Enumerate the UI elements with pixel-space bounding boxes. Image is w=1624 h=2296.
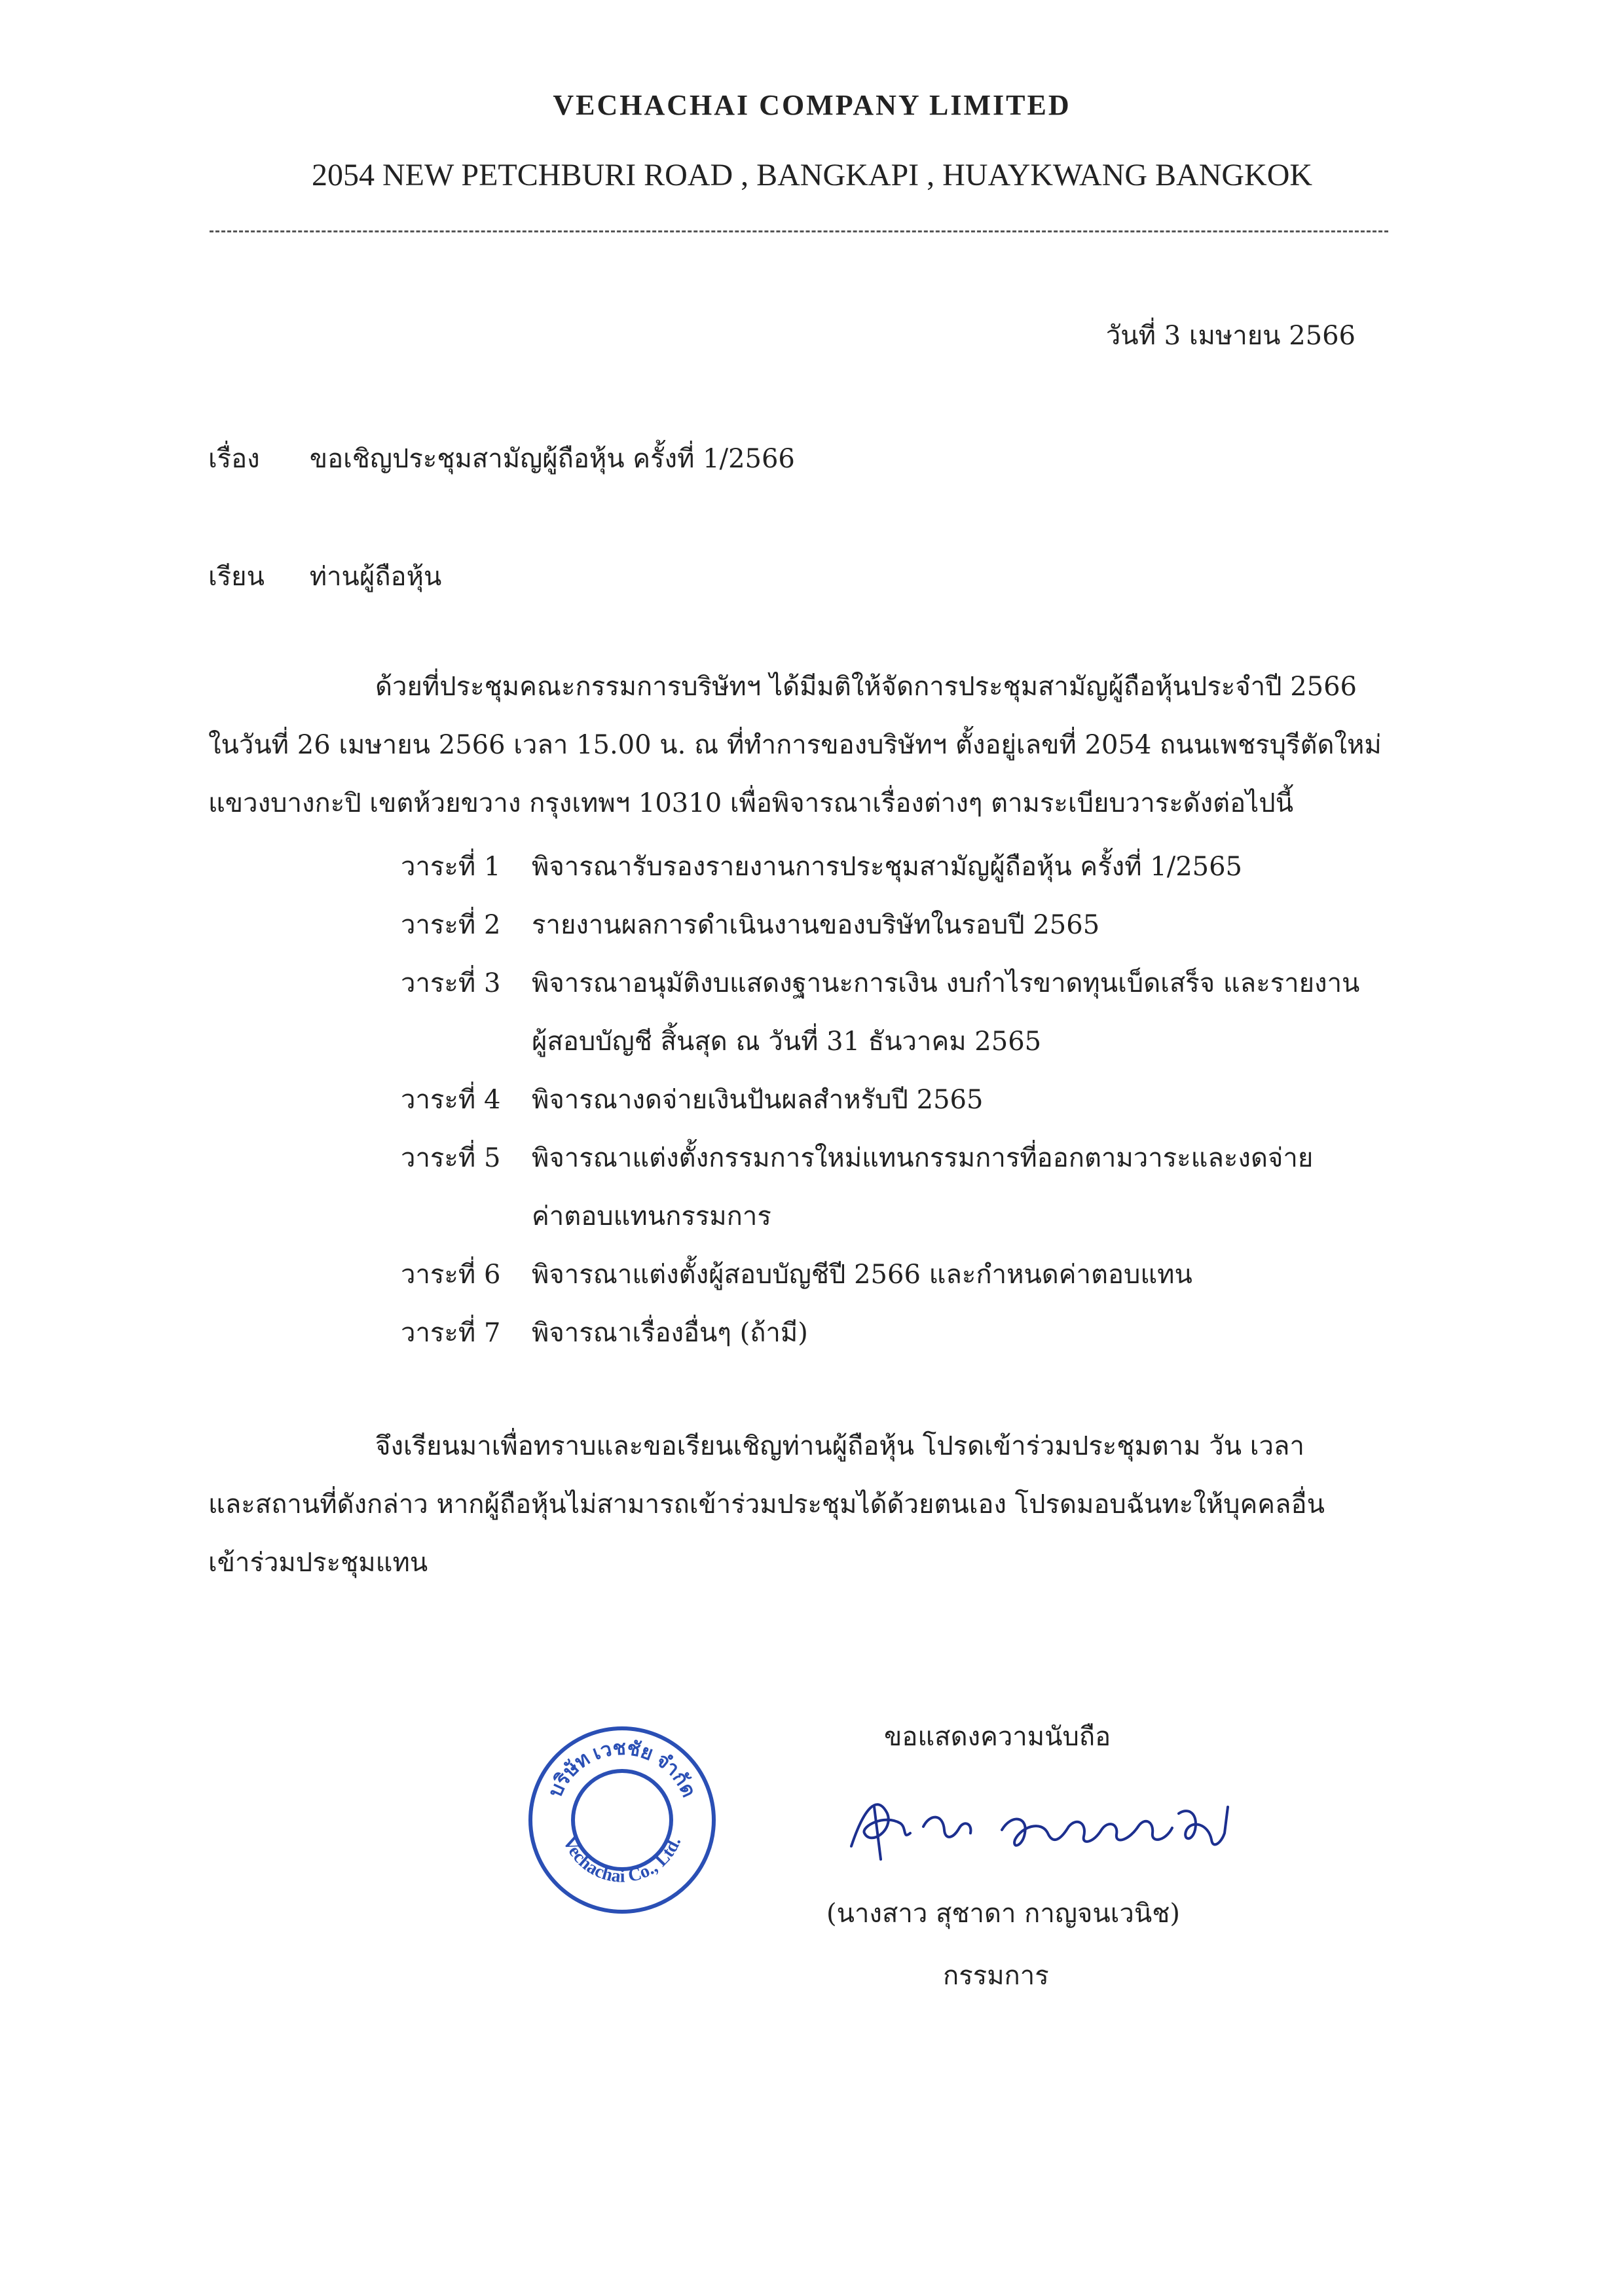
closing-salutation: ขอแสดงความนับถือ <box>884 1722 1111 1752</box>
agenda-item-continuation <box>401 1188 1359 1246</box>
agenda-number: วาระที่ 4 <box>401 1085 501 1115</box>
agenda-item <box>401 1246 1359 1304</box>
signer-name: (นางสาว สุชาดา กาญจนเวนิช) <box>826 1899 1180 1929</box>
signer-title: กรรมการ <box>943 1961 1049 1991</box>
subject-row <box>208 437 795 479</box>
agenda-text: พิจารณางดจ่ายเงินปันผลสำหรับปี 2565 <box>532 1085 984 1115</box>
company-seal <box>524 1715 720 1925</box>
agenda-text: พิจารณาเรื่องอื่นๆ (ถ้ามี) <box>532 1318 808 1348</box>
agenda-item <box>401 1304 1359 1362</box>
agenda-item <box>401 1071 1359 1129</box>
recipient-row <box>208 555 441 597</box>
agenda-text: พิจารณาแต่งตั้งผู้สอบบัญชีปี 2566 และกำหนดค่าตอบแทน <box>532 1260 1192 1290</box>
closing-paragraph <box>208 1417 1413 1592</box>
intro-line: แขวงบางกะปิ เขตห้วยขวาง กรุงเทพฯ 10310 เพื่อพิจารณาเรื่องต่างๆ ตามระเบียบวาระดังต่อไปนี้ <box>208 788 1294 818</box>
letter-date: วันที่ 3 เมษายน 2566 <box>1105 321 1356 351</box>
recipient-text: ท่านผู้ถือหุ้น <box>309 562 442 592</box>
agenda-text: ค่าตอบแทนกรรมการ <box>532 1201 771 1231</box>
agenda-text: รายงานผลการดำเนินงานของบริษัทในรอบปี 2565 <box>532 910 1100 940</box>
closing-line: จึงเรียนมาเพื่อทราบและขอเรียนเชิญท่านผู้ถือหุ้น โปรดเข้าร่วมประชุมตาม วัน เวลา <box>375 1431 1304 1461</box>
agenda-number: วาระที่ 5 <box>401 1143 501 1173</box>
agenda-number: วาระที่ 6 <box>401 1260 501 1290</box>
closing-line: เข้าร่วมประชุมแทน <box>208 1548 428 1578</box>
agenda-item-continuation <box>401 1013 1359 1071</box>
header-divider <box>210 230 1388 232</box>
agenda-text: พิจารณาอนุมัติงบแสดงฐานะการเงิน งบกำไรขาดทุนเบ็ดเสร็จ และรายงาน <box>532 968 1360 998</box>
agenda-text: พิจารณารับรองรายงานการประชุมสามัญผู้ถือหุ้น ครั้งที่ 1/2565 <box>532 852 1242 882</box>
subject-label: เรื่อง <box>208 444 260 474</box>
agenda-number: วาระที่ 2 <box>401 910 501 940</box>
intro-line: ด้วยที่ประชุมคณะกรรมการบริษัทฯ ได้มีมติให้จัดการประชุมสามัญผู้ถือหุ้นประจำปี 2566 <box>375 672 1357 702</box>
agenda-item <box>401 838 1359 896</box>
subject-text: ขอเชิญประชุมสามัญผู้ถือหุ้น ครั้งที่ 1/2566 <box>309 444 795 474</box>
agenda-item <box>401 1129 1359 1188</box>
company-address: 2054 NEW PETCHBURI ROAD , BANGKAPI , HUAYKWANG BANGKOK <box>311 158 1313 192</box>
svg-text:Vechachai Co., Ltd.: Vechachai Co., Ltd. <box>559 1833 686 1887</box>
agenda-number: วาระที่ 7 <box>401 1318 501 1348</box>
intro-line: ในวันที่ 26 เมษายน 2566 เวลา 15.00 น. ณ ที่ทำการของบริษัทฯ ตั้งอยู่เลขที่ 2054 ถนนเพชรบุรีตัดใหม่ <box>208 730 1382 760</box>
agenda-item <box>401 896 1359 955</box>
agenda-number: วาระที่ 1 <box>401 852 501 882</box>
svg-text:บริษัท เวชชัย จำกัด: บริษัท เวชชัย จำกัด <box>544 1737 700 1801</box>
agenda-list <box>401 838 1359 1362</box>
agenda-number: วาระที่ 3 <box>401 968 501 998</box>
agenda-text: พิจารณาแต่งตั้งกรรมการใหม่แทนกรรมการที่ออกตามวาระและงดจ่าย <box>532 1143 1314 1173</box>
agenda-text: ผู้สอบบัญชี สิ้นสุด ณ วันที่ 31 ธันวาคม 2565 <box>532 1027 1042 1057</box>
agenda-item <box>401 955 1359 1013</box>
closing-line: และสถานที่ดังกล่าว หากผู้ถือหุ้นไม่สามารถเข้าร่วมประชุมได้ด้วยตนเอง โปรดมอบฉันทะให้บุคคลอื่น <box>208 1489 1325 1520</box>
recipient-label: เรียน <box>208 562 265 592</box>
company-name: VECHACHAI COMPANY LIMITED <box>553 89 1071 121</box>
handwritten-signature <box>825 1768 1283 1879</box>
intro-paragraph <box>208 658 1413 833</box>
